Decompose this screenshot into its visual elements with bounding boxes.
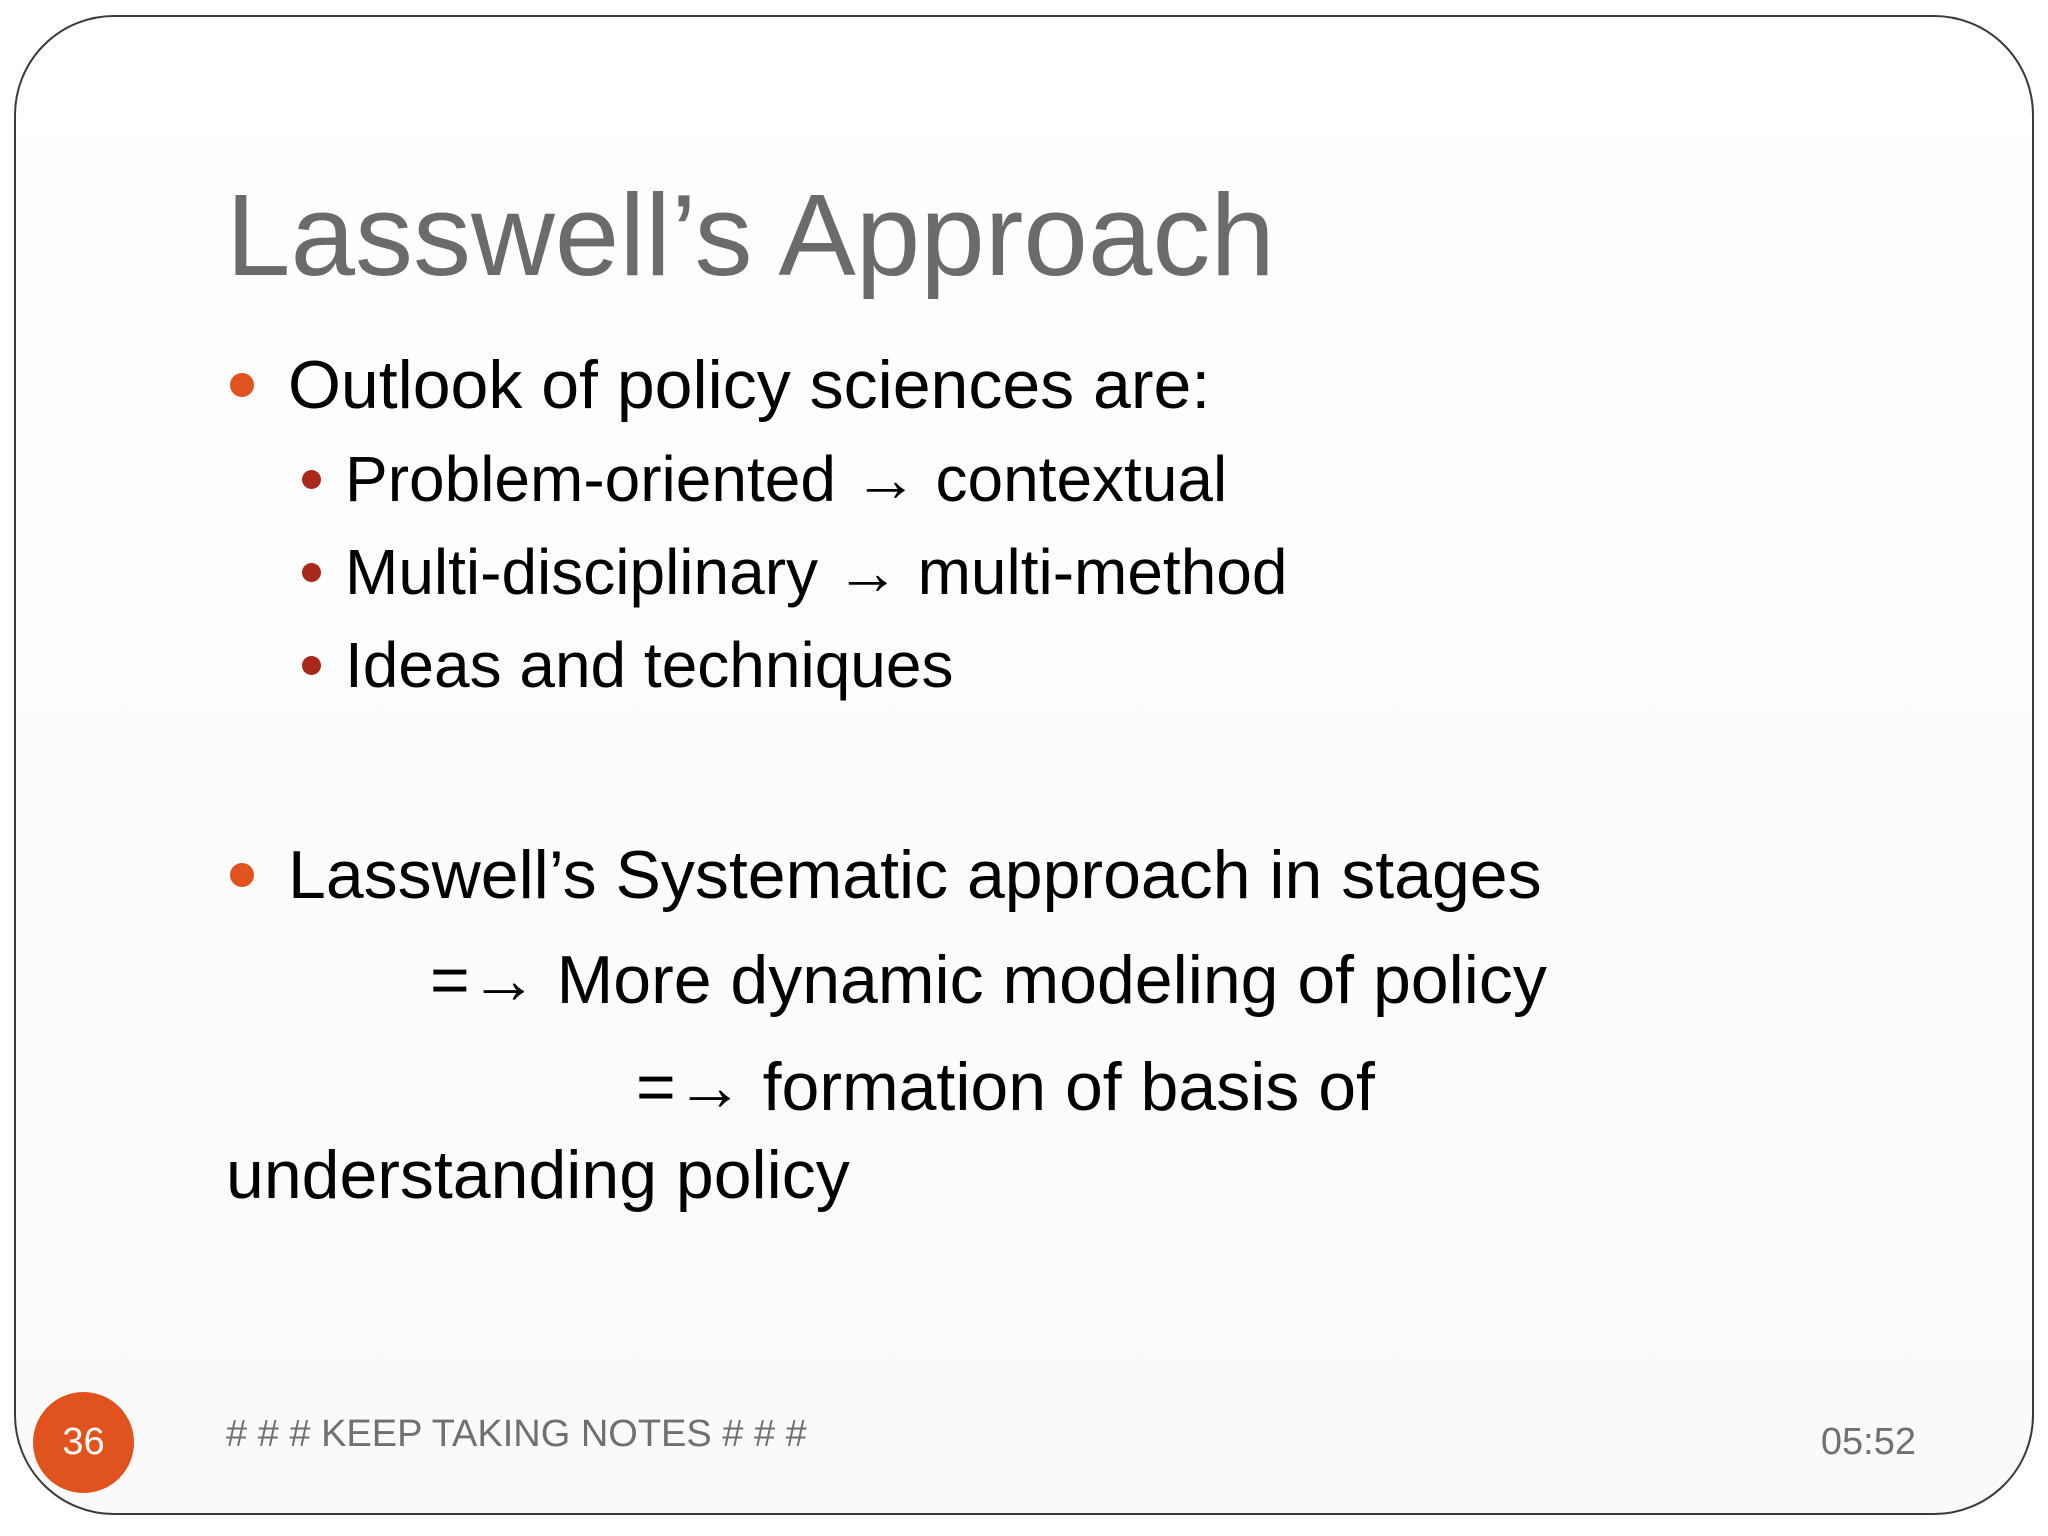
sub-bullet-dot-icon (302, 563, 321, 582)
slide-title: Lasswell’s Approach (226, 170, 1275, 300)
sub-bullet-dot-icon (302, 470, 321, 489)
continuation-line: =→ formation of basis of (636, 1049, 1375, 1125)
sub-bullet-text: Multi-disciplinary → multi-method (345, 536, 1288, 608)
continuation-line: =→ More dynamic modeling of policy (430, 942, 1547, 1018)
bullet-text: Outlook of policy sciences are: (288, 347, 1211, 423)
bullet-dot-icon (230, 863, 254, 887)
continuation-line: understanding policy (226, 1137, 850, 1213)
sub-bullet-text: Ideas and techniques (345, 629, 954, 701)
sub-bullet-item (302, 627, 953, 703)
page-number-badge: 36 (33, 1392, 134, 1493)
footer-time: 05:52 (1820, 1421, 1916, 1463)
sub-bullet-item (302, 534, 1287, 610)
sub-bullet-dot-icon (302, 656, 321, 675)
bullet-item (230, 835, 1542, 915)
footer-note: # # # KEEP TAKING NOTES # # # (226, 1413, 807, 1455)
bullet-text: Lasswell’s Systematic approach in stages (288, 837, 1542, 913)
bullet-item (230, 345, 1210, 425)
bullet-dot-icon (230, 373, 254, 397)
sub-bullet-item (302, 441, 1227, 517)
sub-bullet-text: Problem-oriented → contextual (345, 443, 1228, 515)
